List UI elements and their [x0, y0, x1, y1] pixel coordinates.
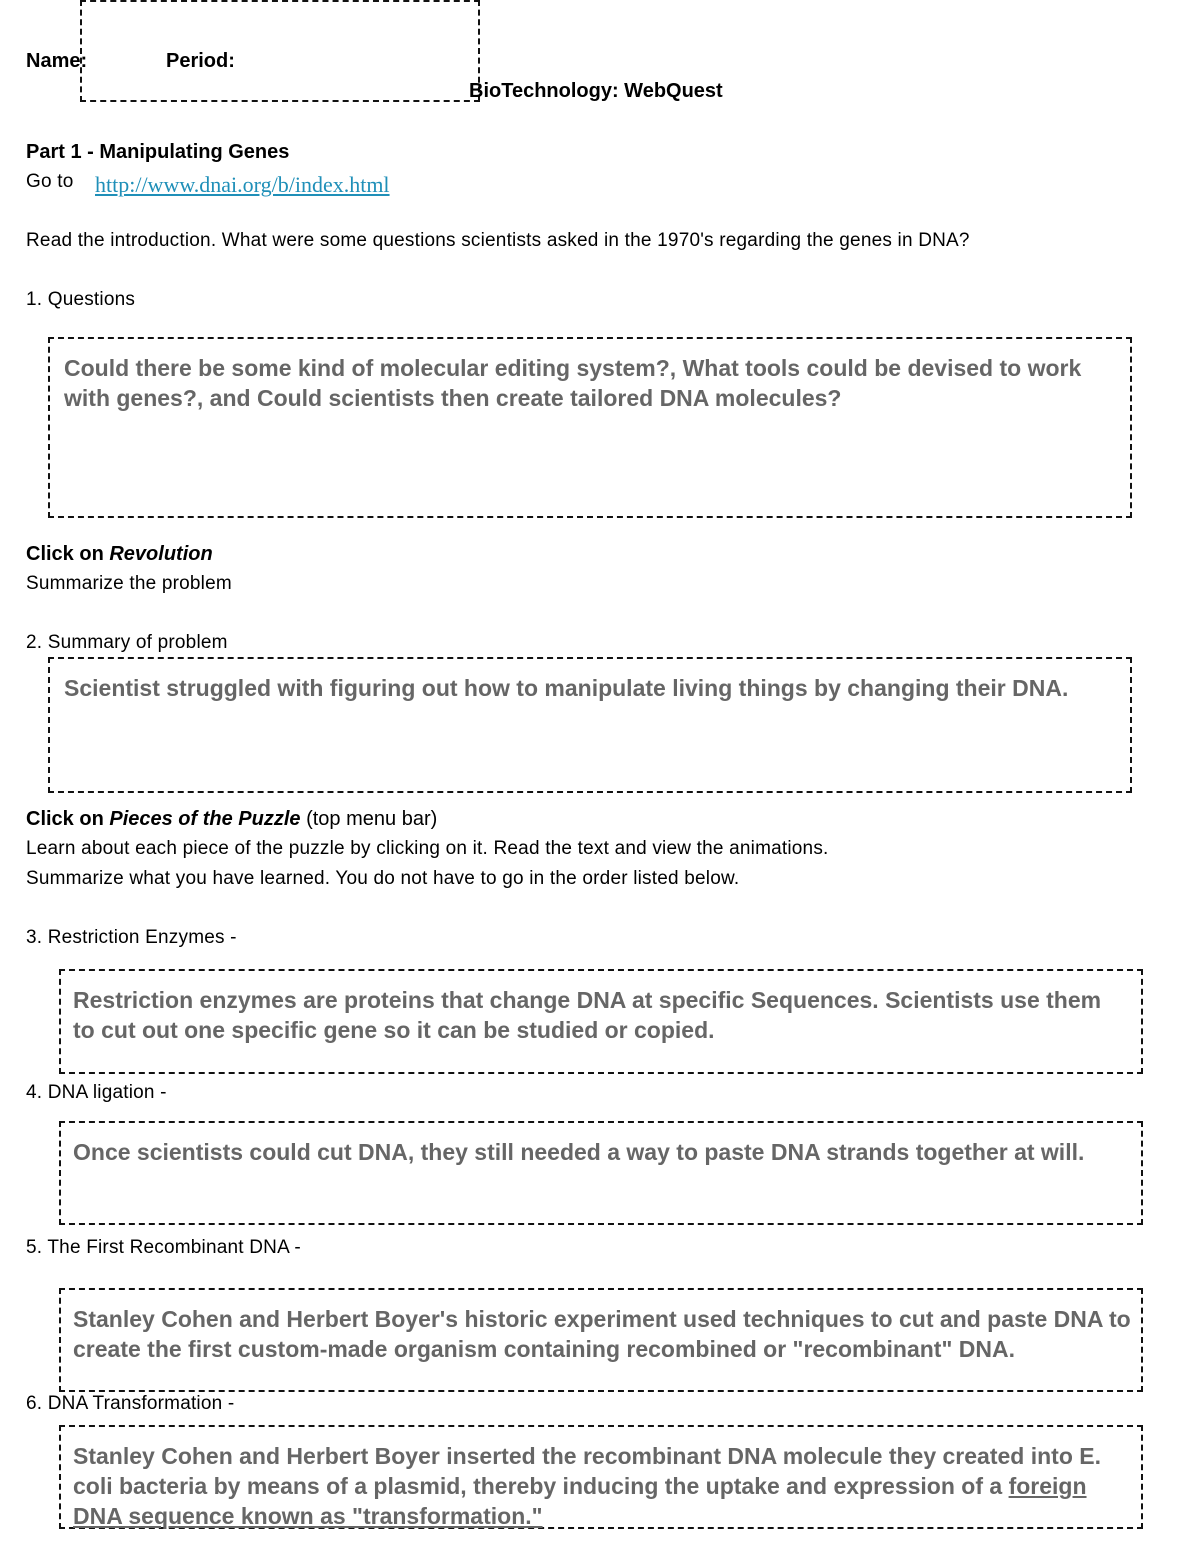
q6-answer	[73, 1441, 1127, 1531]
puzzle-instruction	[26, 808, 437, 831]
revolution-instruction	[26, 543, 213, 566]
revolution-target: Revolution	[109, 543, 213, 565]
period-label: Period:	[166, 50, 235, 72]
q5-answer: Stanley Cohen and Herbert Boyer's historic experiment used techniques to cut and paste DNA to create the first custom-made organism containing recombined or "recombinant" DNA.	[73, 1306, 1131, 1362]
q1-label: 1. Questions	[26, 289, 136, 310]
q3-answer-box[interactable]	[59, 969, 1143, 1074]
q3-answer: Restriction enzymes are proteins that change DNA at specific Sequences. Scientists use them to cut out one specific gene so it can be studied or copied.	[73, 987, 1102, 1043]
summarize-instruction: Summarize the problem	[26, 573, 232, 594]
name-label: Name:	[26, 50, 88, 72]
goto-label: Go to	[26, 171, 74, 192]
click-on-text: Click on	[26, 808, 110, 830]
puzzle-target: Pieces of the Puzzle	[109, 808, 301, 830]
intro-text: Read the introduction. What were some questions scientists asked in the 1970's regarding the genes in DNA?	[26, 230, 970, 251]
webquest-link[interactable]: http://www.dnai.org/b/index.html	[95, 172, 390, 197]
part1-heading: Part 1 - Manipulating Genes	[26, 141, 290, 163]
q3-label: 3. Restriction Enzymes -	[26, 927, 237, 948]
q6-label: 6. DNA Transformation -	[26, 1393, 235, 1414]
q6-answer-underlined: foreign DNA sequence known as "transformation."	[73, 1473, 1087, 1529]
q2-label: 2. Summary of problem	[26, 632, 228, 653]
q4-answer: Once scientists could cut DNA, they still needed a way to paste DNA strands together at will.	[73, 1139, 1085, 1165]
q2-answer: Scientist struggled with figuring out how to manipulate living things by changing their DNA.	[64, 675, 1069, 701]
q5-answer-box[interactable]	[59, 1288, 1143, 1392]
puzzle-line1: Learn about each piece of the puzzle by clicking on it. Read the text and view the animations.	[26, 838, 829, 859]
page-title: BioTechnology: WebQuest	[469, 80, 723, 102]
name-period-box[interactable]	[80, 0, 480, 102]
q4-answer-box[interactable]	[59, 1121, 1143, 1225]
q6-answer-box[interactable]	[59, 1425, 1143, 1529]
puzzle-line2: Summarize what you have learned. You do not have to go in the order listed below.	[26, 868, 740, 889]
q2-answer-box[interactable]	[48, 657, 1132, 793]
q1-answer: Could there be some kind of molecular editing system?, What tools could be devised to work with genes?, and Could scientists then create tailored DNA molecules?	[64, 355, 1082, 411]
puzzle-suffix: (top menu bar)	[300, 808, 438, 830]
q1-answer-box[interactable]	[48, 337, 1132, 518]
q4-label: 4. DNA ligation -	[26, 1082, 167, 1103]
q5-label: 5. The First Recombinant DNA -	[26, 1237, 301, 1258]
q6-answer-main: Stanley Cohen and Herbert Boyer inserted the recombinant DNA molecule they created into E. coli bacteria by means of a plasmid, thereby inducing the uptake and expression of a	[73, 1443, 1101, 1499]
click-on-text: Click on	[26, 543, 110, 565]
